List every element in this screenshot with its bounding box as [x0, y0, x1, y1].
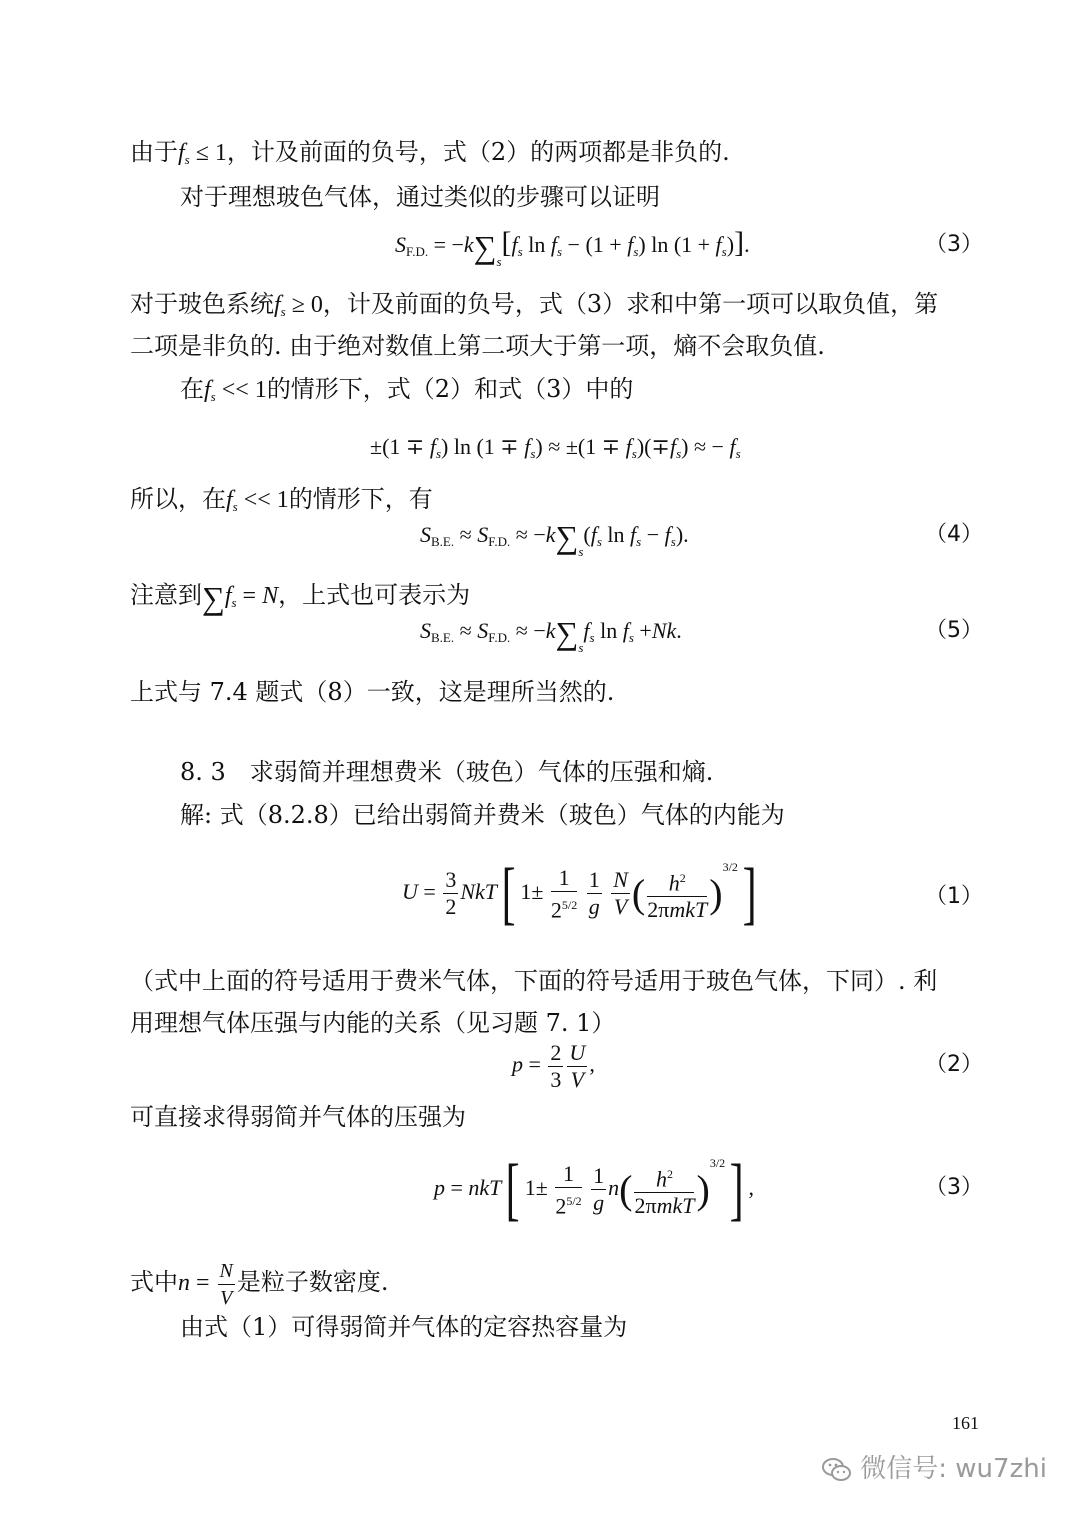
text: 在 — [180, 375, 204, 403]
equation-number: （3） — [925, 1175, 983, 1200]
watermark-text: 微信号: wu7zhi — [860, 1454, 1047, 1484]
text: 由式（1）可得弱简并气体的定容热容量为 — [180, 1313, 628, 1341]
equation-number: （2） — [925, 1052, 983, 1077]
paragraph-line — [130, 966, 937, 996]
text: 可直接求得弱简并气体的压强为 — [130, 1103, 466, 1131]
math-fs-le-1: $f_s \le 1$ — [178, 140, 227, 167]
math-sum-fs-eq-N: $\sum f_s = N$ — [202, 580, 279, 616]
paragraph-line — [180, 800, 785, 830]
paragraph-line — [130, 1258, 389, 1311]
text: 解: 式（8.2.8）已给出弱简并费米（玻色）气体的内能为 — [180, 801, 785, 829]
paragraph-line — [130, 1102, 466, 1132]
fraction: $\frac{U}{V}$ — [569, 1040, 586, 1092]
text: 由于 — [130, 138, 178, 166]
text: 对于理想玻色气体，通过类似的步骤可以证明 — [180, 183, 660, 211]
text: 对于玻色系统 — [130, 290, 274, 318]
watermark — [822, 1448, 1047, 1485]
paragraph-line — [130, 137, 730, 175]
text: 8. 3 求弱简并理想费米（玻色）气体的压强和熵. — [180, 758, 714, 786]
paragraph-line — [130, 331, 825, 361]
paragraph-line — [130, 677, 614, 707]
fraction: $\frac{1}{g}$ — [593, 1163, 605, 1216]
text: ，计及前面的负号，式（2）的两项都是非负的. — [226, 138, 730, 166]
text: 的情形下，有 — [288, 485, 433, 513]
paragraph-line — [130, 289, 938, 327]
fraction: $\frac{h^2}{\text{2πmkT}}$ — [634, 1161, 694, 1219]
paragraph-line — [180, 374, 633, 412]
math-fs-ge-0: $f_s \ge 0$ — [274, 292, 323, 319]
fraction: $\frac{3}{2}$ — [445, 867, 457, 920]
paragraph-line — [130, 580, 470, 618]
paragraph-line — [130, 1008, 615, 1038]
fraction: $\frac{N}{V}$ — [613, 867, 628, 920]
equation-pressure: p = nkT[ 1± $\frac{1}{2^{5/2}}$ $\frac{1}{g}$ n( $\frac{h^2}{\text{2πmkT}}$ )$^{3/2}$] , — [434, 1150, 754, 1228]
paragraph-line — [130, 484, 433, 522]
text: 上式与 7.4 题式（8）一致，这是理所当然的. — [130, 678, 615, 706]
fraction: $\frac{2}{3}$ — [550, 1040, 562, 1092]
equation-pressure-relation: p = $\frac{2}{3}$ $\frac{U}{V}$ , — [512, 1040, 595, 1092]
equation-number: （5） — [925, 618, 983, 643]
paragraph-line — [180, 1312, 627, 1342]
text: 是粒子数密度. — [236, 1268, 389, 1297]
math-fs-ll-1: $f_s << 1$ — [204, 377, 267, 404]
fraction: $\frac{1}{g}$ — [588, 867, 600, 920]
equation-5: $S_{B.E.} \approx S_{F.D.} \approx -k\sum_sf_s$ $\ln f_s +Nk$. — [420, 615, 682, 655]
page-number: 161 — [952, 1413, 979, 1433]
math-fs-ll-1: $f_s << 1$ — [226, 487, 289, 514]
text: 式中 — [130, 1268, 178, 1297]
equation-number: （3） — [925, 232, 983, 257]
fraction: $\frac{1}{2^{5/2}}$ — [550, 864, 578, 923]
problem-title — [180, 757, 713, 787]
text: 所以，在 — [130, 485, 226, 513]
text: 的情形下，式（2）和式（3）中的 — [266, 375, 634, 403]
text: 注意到 — [130, 581, 202, 609]
math-n-eq-N-over-V: n = $\frac{N}{V}$ — [178, 1260, 233, 1309]
text: 用理想气体压强与内能的关系（见习题 7. 1） — [130, 1009, 616, 1037]
equation-4: $S_{B.E.} \approx S_{F.D.} \approx -k\sum_s(f_s$ $\ln f_s - f_s$). — [420, 519, 689, 559]
paragraph-line — [180, 182, 660, 212]
text: 二项是非负的. 由于绝对数值上第二项大于第一项，熵不会取负值. — [130, 332, 825, 360]
wechat-icon — [822, 1457, 852, 1483]
equation-3: $S_{F.D.} = -k\sum_s[f_s$ $\ln f_s - (1 + f_s)$ $\ln (1 + f_s)$]. — [395, 226, 750, 269]
fraction: $\frac{h^2}{\text{2πmkT}}$ — [647, 865, 707, 923]
text: ，计及前面的负号，式（3）求和中第一项可以取负值，第 — [322, 290, 939, 318]
fraction: $\frac{1}{2^{5/2}}$ — [555, 1160, 582, 1219]
equation-internal-energy: U = $\frac{3}{2}$ NkT[ 1± $\frac{1}{2^{5/2}}$ $\frac{1}{g}$ $\frac{N}{V}$ ( $\frac{h^2}{\text{2πmkT}}$ )$^{3/2}$] — [402, 854, 757, 932]
equation-approx: $\pm(1 \mp f_s)$ $\ln (1 \mp f_s) \approx \pm(1 \mp f_s)(\mp f_s)$ ≈ − $f_s$ — [370, 434, 741, 461]
equation-number: （1） — [925, 884, 983, 909]
text: ，上式也可表示为 — [278, 581, 471, 609]
equation-number: （4） — [925, 522, 983, 547]
text: （式中上面的符号适用于费米气体，下面的符号适用于玻色气体，下同）. 利 — [130, 967, 938, 995]
